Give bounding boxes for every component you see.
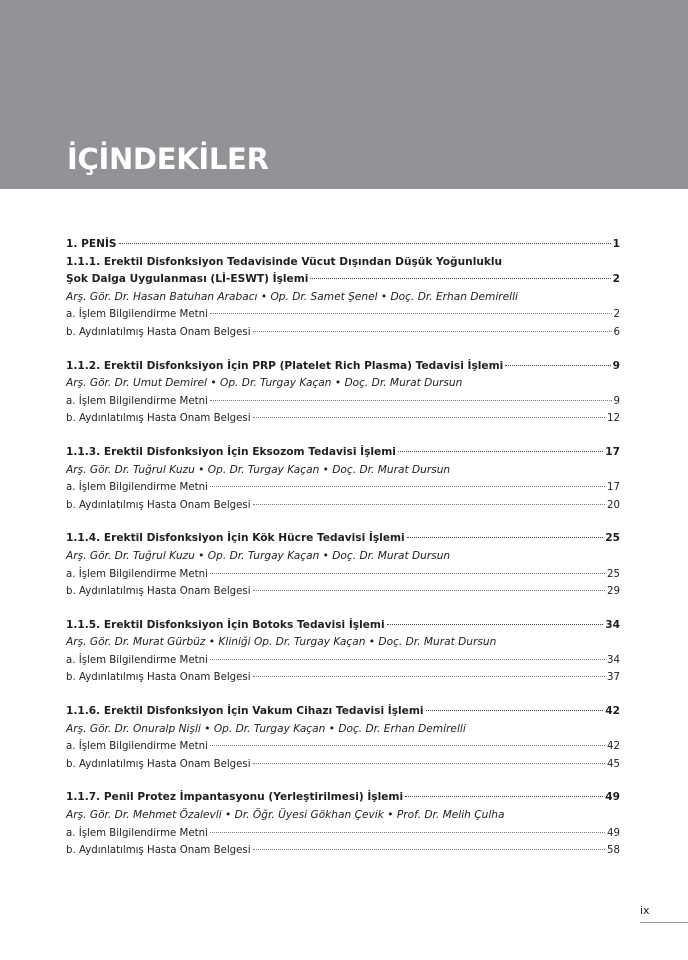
toc-section-page: 17 (605, 445, 620, 458)
toc-section-entry[interactable] (66, 271, 620, 289)
toc-subentry-page: 17 (607, 482, 620, 494)
toc-authors: Arş. Gör. Dr. Tuğrul Kuzu • Op. Dr. Turgay Kaçan • Doç. Dr. Murat Dursun (66, 549, 451, 562)
toc-section-title: 1.1.1. Erektil Disfonksiyon Tedavisinde Vücut Dışından Düşük Yoğunluklu (66, 255, 503, 268)
toc-subentry-label: a. İşlem Bilgilendirme Metni (66, 741, 208, 753)
toc-section-page: 34 (605, 618, 620, 631)
toc-subentry[interactable] (66, 306, 620, 324)
toc-subentry[interactable] (66, 652, 620, 670)
toc-subentry-label: b. Aydınlatılmış Hasta Onam Belgesi (66, 758, 251, 770)
dot-leader (387, 624, 604, 625)
dot-leader (210, 400, 612, 401)
toc-subentry-label: b. Aydınlatılmış Hasta Onam Belgesi (66, 845, 251, 857)
toc-subentry-page: 29 (607, 586, 620, 598)
toc-authors: Arş. Gör. Dr. Onuralp Nişli • Op. Dr. Turgay Kaçan • Doç. Dr. Erhan Demirelli (66, 722, 466, 735)
toc-subentry-page: 45 (607, 758, 620, 770)
page-number-rule (640, 922, 688, 923)
dot-leader (210, 659, 605, 660)
dot-leader (310, 278, 610, 279)
toc-section-page: 2 (612, 273, 620, 286)
toc-subentry-label: a. İşlem Bilgilendirme Metni (66, 568, 208, 580)
dot-leader (210, 832, 605, 833)
toc-part-title: 1. PENİS (66, 238, 117, 250)
toc-subentry-label: a. İşlem Bilgilendirme Metni (66, 654, 208, 666)
toc-subentry-page: 34 (607, 654, 620, 666)
toc-subentry-label: b. Aydınlatılmış Hasta Onam Belgesi (66, 672, 251, 684)
toc-subentry[interactable] (66, 479, 620, 497)
toc-section-entry[interactable] (66, 358, 620, 376)
toc-subentry-label: a. İşlem Bilgilendirme Metni (66, 482, 208, 494)
dot-leader (398, 451, 603, 452)
dot-leader (253, 417, 605, 418)
toc-subentry[interactable] (66, 738, 620, 756)
toc-subentry[interactable] (66, 393, 620, 411)
toc-section-title: 1.1.3. Erektil Disfonksiyon İçin Eksozom Tedavisi İşlemi (66, 445, 396, 458)
toc-subentry-page: 42 (607, 741, 620, 753)
toc-section-title: 1.1.5. Erektil Disfonksiyon İçin Botoks Tedavisi İşlemi (66, 618, 385, 631)
toc-subentry-page: 49 (607, 827, 620, 839)
header-band (0, 0, 688, 189)
toc-subentry-label: b. Aydınlatılmış Hasta Onam Belgesi (66, 413, 251, 425)
dot-leader (210, 486, 605, 487)
dot-leader (119, 243, 611, 244)
toc-section-entry[interactable] (66, 617, 620, 635)
toc-subentry[interactable] (66, 825, 620, 843)
table-of-contents (66, 236, 620, 860)
toc-subentry-label: a. İşlem Bilgilendirme Metni (66, 309, 208, 321)
toc-authors: Arş. Gör. Dr. Umut Demirel • Op. Dr. Turgay Kaçan • Doç. Dr. Murat Dursun (66, 377, 463, 390)
toc-subentry-page: 9 (613, 395, 620, 407)
toc-section-title-line[interactable] (66, 254, 620, 272)
toc-section-entry[interactable] (66, 703, 620, 721)
dot-leader (210, 745, 605, 746)
dot-leader (405, 796, 603, 797)
toc-subentry[interactable] (66, 842, 620, 860)
toc-authors: Arş. Gör. Dr. Hasan Batuhan Arabacı • Op. Dr. Samet Şenel • Doç. Dr. Erhan Demirelli (66, 290, 518, 303)
toc-section-title: 1.1.4. Erektil Disfonksiyon İçin Kök Hücre Tedavisi İşlemi (66, 532, 405, 545)
toc-section-page: 9 (612, 359, 620, 372)
toc-subentry[interactable] (66, 497, 620, 515)
toc-subentry-label: b. Aydınlatılmış Hasta Onam Belgesi (66, 499, 251, 511)
toc-subentry-page: 58 (607, 845, 620, 857)
toc-subentry[interactable] (66, 410, 620, 428)
toc-section-title: Şok Dalga Uygulanması (Lİ-ESWT) İşlemi (66, 273, 309, 286)
page-number: ix (640, 904, 650, 917)
toc-subentry-label: b. Aydınlatılmış Hasta Onam Belgesi (66, 326, 251, 338)
toc-subentry[interactable] (66, 756, 620, 774)
toc-section-page: 49 (605, 791, 620, 804)
toc-subentry-page: 25 (607, 568, 620, 580)
toc-subentry-page: 2 (613, 309, 620, 321)
dot-leader (426, 710, 604, 711)
toc-part-page: 1 (612, 238, 620, 250)
toc-subentry-page: 20 (607, 499, 620, 511)
dot-leader (210, 573, 605, 574)
toc-section-title: 1.1.7. Penil Protez İmpantasyonu (Yerleştirilmesi) İşlemi (66, 791, 404, 804)
toc-section-entry[interactable] (66, 530, 620, 548)
toc-section-entry[interactable] (66, 444, 620, 462)
toc-authors: Arş. Gör. Dr. Murat Gürbüz • Kliniği Op. Dr. Turgay Kaçan • Doç. Dr. Murat Dursun (66, 636, 497, 649)
toc-authors: Arş. Gör. Dr. Tuğrul Kuzu • Op. Dr. Turgay Kaçan • Doç. Dr. Murat Dursun (66, 463, 451, 476)
toc-subentry[interactable] (66, 583, 620, 601)
toc-section-title: 1.1.6. Erektil Disfonksiyon İçin Vakum Cihazı Tedavisi İşlemi (66, 705, 424, 718)
dot-leader (253, 763, 605, 764)
dot-leader (407, 537, 604, 538)
toc-subentry-page: 12 (607, 413, 620, 425)
toc-section-page: 42 (605, 705, 620, 718)
dot-leader (505, 365, 610, 366)
dot-leader (253, 590, 605, 591)
dot-leader (253, 504, 605, 505)
dot-leader (253, 331, 612, 332)
toc-part-entry[interactable] (66, 236, 620, 254)
toc-section-title: 1.1.2. Erektil Disfonksiyon İçin PRP (Platelet Rich Plasma) Tedavisi İşlemi (66, 359, 504, 372)
toc-subentry-label: a. İşlem Bilgilendirme Metni (66, 395, 208, 407)
toc-subentry-label: a. İşlem Bilgilendirme Metni (66, 827, 208, 839)
toc-subentry-label: b. Aydınlatılmış Hasta Onam Belgesi (66, 586, 251, 598)
toc-authors: Arş. Gör. Dr. Mehmet Özalevli • Dr. Öğr. Üyesi Gökhan Çevik • Prof. Dr. Melih Çulha (66, 809, 505, 822)
dot-leader (253, 849, 605, 850)
dot-leader (210, 313, 612, 314)
toc-subentry[interactable] (66, 566, 620, 584)
toc-subentry[interactable] (66, 324, 620, 342)
toc-subentry-page: 6 (613, 326, 620, 338)
toc-section-entry[interactable] (66, 789, 620, 807)
dot-leader (253, 676, 605, 677)
toc-subentry-page: 37 (607, 672, 620, 684)
toc-subentry[interactable] (66, 669, 620, 687)
toc-section-page: 25 (605, 532, 620, 545)
page-title: İÇİNDEKİLER (67, 142, 269, 176)
